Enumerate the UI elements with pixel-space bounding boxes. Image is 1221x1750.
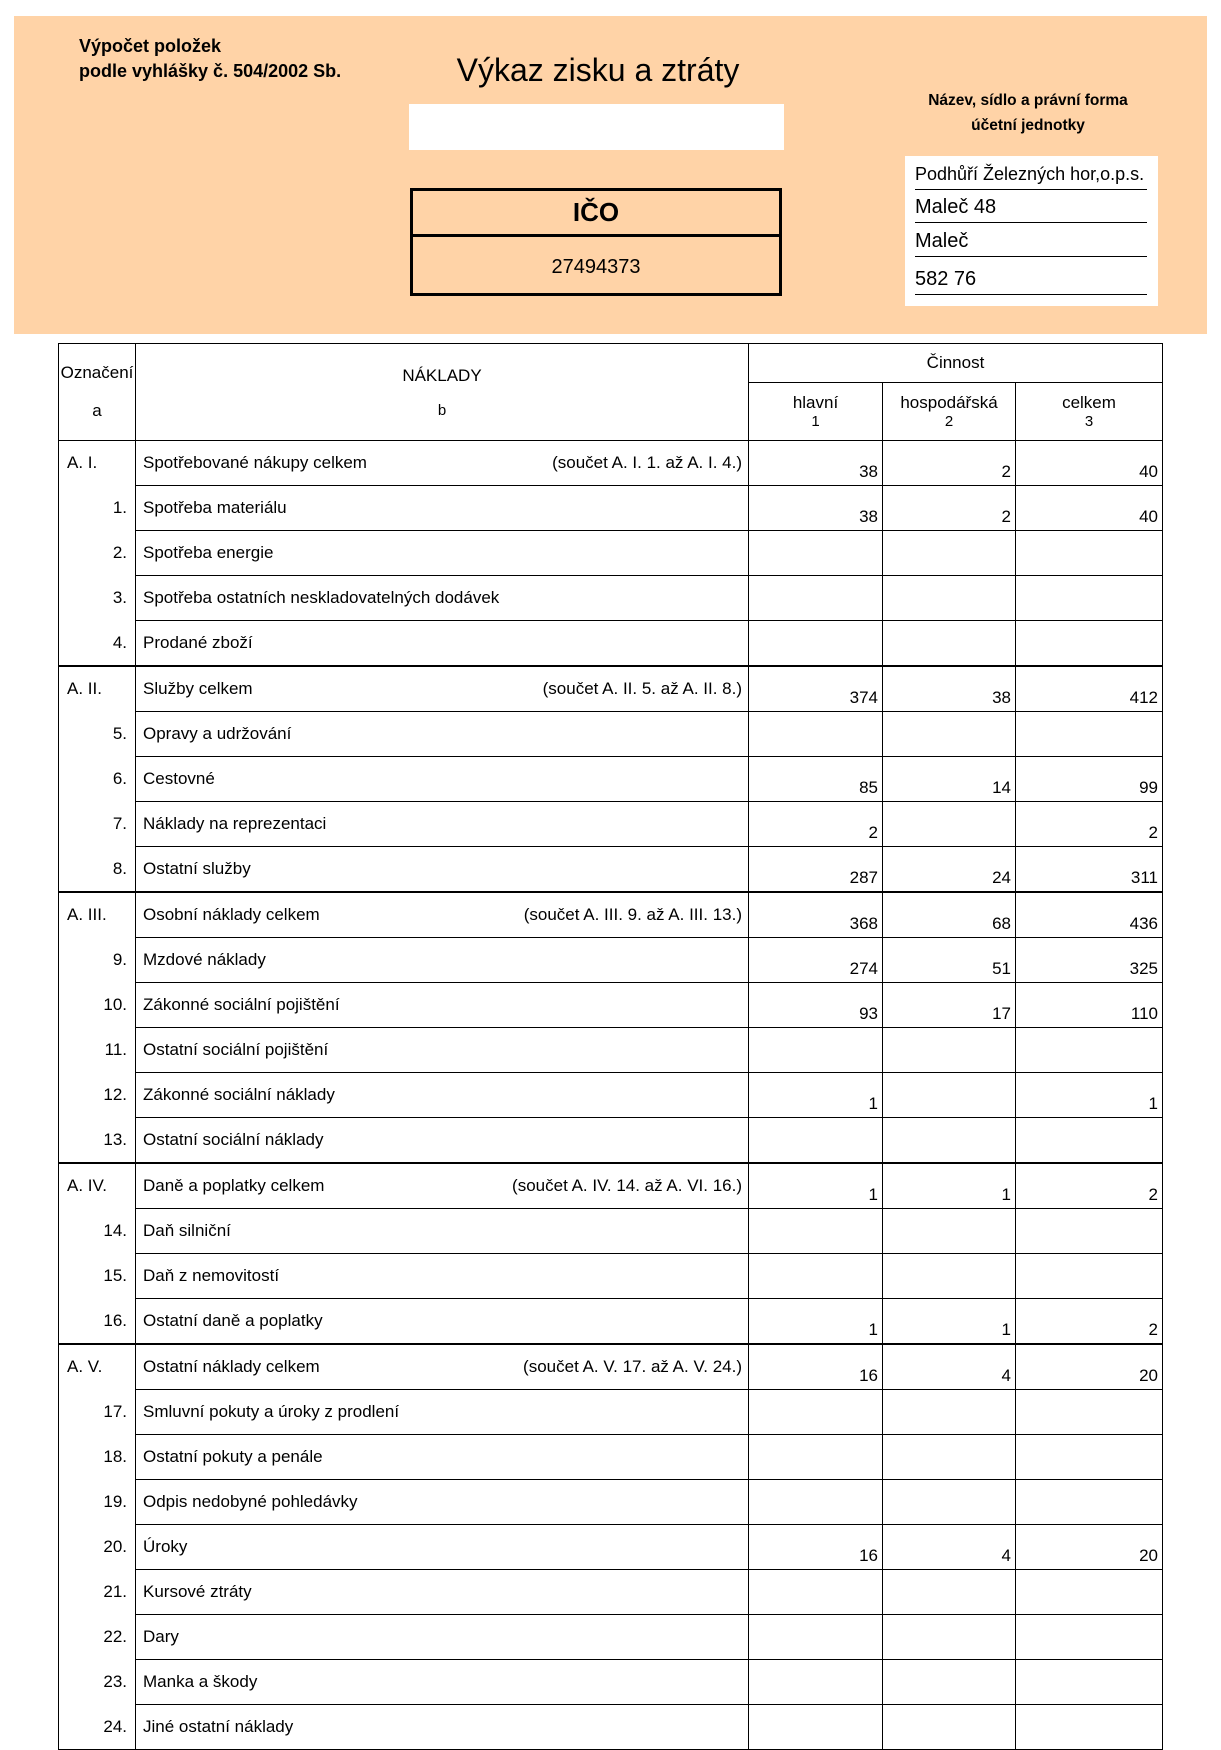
table-row <box>59 757 1163 802</box>
table-row <box>59 1209 1163 1254</box>
entity-caption-line1: Název, sídlo a právní forma <box>928 92 1128 109</box>
costs-table <box>58 343 1163 1750</box>
value-economic-activity <box>883 802 1016 847</box>
value-main-activity: 374 <box>749 666 883 712</box>
row-code: 1. <box>59 486 136 531</box>
row-label: Jiné ostatní náklady <box>143 1717 294 1736</box>
table-row <box>59 1435 1163 1480</box>
value-economic-activity: 1 <box>883 1163 1016 1209</box>
table-row <box>59 712 1163 757</box>
row-code: 21. <box>59 1570 136 1615</box>
table-row <box>59 1570 1163 1615</box>
value-economic-activity: 24 <box>883 847 1016 893</box>
row-label-cell <box>136 1163 749 1209</box>
value-main-activity <box>749 712 883 757</box>
row-code: A. V. <box>59 1344 136 1390</box>
calc-note <box>79 34 341 84</box>
col2-header <box>883 383 1016 441</box>
value-main-activity: 38 <box>749 441 883 486</box>
value-economic-activity: 68 <box>883 892 1016 938</box>
row-label: Ostatní náklady celkem <box>143 1357 320 1376</box>
costs-table-body <box>59 441 1163 1750</box>
row-label: Daň silniční <box>143 1221 231 1240</box>
value-main-activity <box>749 1118 883 1164</box>
value-economic-activity <box>883 1615 1016 1660</box>
value-main-activity <box>749 1705 883 1750</box>
entity-name: Podhůří Železných hor,o.p.s. <box>915 159 1147 190</box>
row-label: Opravy a udržování <box>143 724 292 743</box>
table-row <box>59 1615 1163 1660</box>
row-label: Ostatní sociální pojištění <box>143 1040 329 1059</box>
value-main-activity: 1 <box>749 1073 883 1118</box>
value-main-activity: 1 <box>749 1299 883 1345</box>
value-total: 412 <box>1016 666 1163 712</box>
table-row <box>59 531 1163 576</box>
row-code: 4. <box>59 621 136 667</box>
value-total <box>1016 1435 1163 1480</box>
value-total <box>1016 1705 1163 1750</box>
value-total: 110 <box>1016 983 1163 1028</box>
row-code: 19. <box>59 1480 136 1525</box>
entity-city: Maleč <box>915 226 1147 257</box>
row-sum-note: (součet A. III. 9. až A. III. 13.) <box>523 905 742 924</box>
row-label-cell <box>136 1435 749 1480</box>
table-row-group <box>59 666 1163 712</box>
value-economic-activity <box>883 621 1016 667</box>
row-label-cell <box>136 712 749 757</box>
col-code-title: Označení <box>60 363 134 382</box>
table-row <box>59 1028 1163 1073</box>
row-label: Kursové ztráty <box>143 1582 252 1601</box>
row-sum-note: (součet A. II. 5. až A. II. 8.) <box>542 679 742 698</box>
value-main-activity: 16 <box>749 1344 883 1390</box>
value-main-activity: 85 <box>749 757 883 802</box>
row-label: Prodané zboží <box>143 633 253 652</box>
row-label: Cestovné <box>143 769 215 788</box>
value-main-activity <box>749 1480 883 1525</box>
value-total: 311 <box>1016 847 1163 893</box>
value-total <box>1016 1209 1163 1254</box>
table-row <box>59 486 1163 531</box>
row-label-cell <box>136 1209 749 1254</box>
table-row <box>59 1073 1163 1118</box>
table-row <box>59 1705 1163 1750</box>
row-label: Odpis nedobyné pohledávky <box>143 1492 358 1511</box>
value-total <box>1016 1660 1163 1705</box>
row-label-cell <box>136 1254 749 1299</box>
table-row <box>59 1118 1163 1164</box>
entity-zip: 582 76 <box>915 264 1147 295</box>
value-main-activity <box>749 1660 883 1705</box>
value-total: 1 <box>1016 1073 1163 1118</box>
row-label: Manka a škody <box>143 1672 258 1691</box>
row-label-cell <box>136 802 749 847</box>
value-economic-activity <box>883 1480 1016 1525</box>
row-label-cell <box>136 983 749 1028</box>
row-label: Ostatní služby <box>143 859 251 878</box>
row-label-cell <box>136 531 749 576</box>
value-total <box>1016 1570 1163 1615</box>
value-total <box>1016 1480 1163 1525</box>
value-total: 436 <box>1016 892 1163 938</box>
value-economic-activity <box>883 531 1016 576</box>
row-code: 20. <box>59 1525 136 1570</box>
row-sum-note: (součet A. IV. 14. až A. VI. 16.) <box>512 1176 742 1195</box>
col-name-title: NÁKLADY <box>402 365 482 385</box>
row-sum-note: (součet A. V. 17. až A. V. 24.) <box>523 1357 742 1376</box>
row-label-cell <box>136 576 749 621</box>
value-main-activity: 16 <box>749 1525 883 1570</box>
value-main-activity <box>749 621 883 667</box>
value-main-activity <box>749 1254 883 1299</box>
value-economic-activity <box>883 712 1016 757</box>
value-main-activity <box>749 1028 883 1073</box>
col-code-header <box>59 344 136 441</box>
ico-box <box>410 188 782 296</box>
value-economic-activity: 4 <box>883 1344 1016 1390</box>
row-label: Spotřeba ostatních neskladovatelných dodávek <box>143 588 500 607</box>
value-main-activity <box>749 1209 883 1254</box>
row-code: 3. <box>59 576 136 621</box>
value-total: 40 <box>1016 441 1163 486</box>
value-total: 20 <box>1016 1344 1163 1390</box>
row-label-cell <box>136 486 749 531</box>
col3-title: celkem <box>1062 393 1116 412</box>
value-total: 20 <box>1016 1525 1163 1570</box>
value-total: 2 <box>1016 1299 1163 1345</box>
table-row <box>59 1660 1163 1705</box>
value-main-activity: 274 <box>749 938 883 983</box>
row-code: 23. <box>59 1660 136 1705</box>
value-total: 325 <box>1016 938 1163 983</box>
value-economic-activity <box>883 1254 1016 1299</box>
value-economic-activity <box>883 1028 1016 1073</box>
value-main-activity: 2 <box>749 802 883 847</box>
value-main-activity <box>749 576 883 621</box>
value-economic-activity <box>883 1660 1016 1705</box>
value-main-activity: 38 <box>749 486 883 531</box>
table-row <box>59 1525 1163 1570</box>
ico-label: IČO <box>413 191 779 237</box>
value-total <box>1016 621 1163 667</box>
value-main-activity <box>749 1615 883 1660</box>
row-label-cell <box>136 1525 749 1570</box>
row-code: A. I. <box>59 441 136 486</box>
value-total <box>1016 1254 1163 1299</box>
value-economic-activity <box>883 1073 1016 1118</box>
row-code: 14. <box>59 1209 136 1254</box>
row-code: A. IV. <box>59 1163 136 1209</box>
col-code-sub: a <box>92 401 102 420</box>
row-label: Mzdové náklady <box>143 950 266 969</box>
row-label-cell <box>136 847 749 893</box>
row-code: 6. <box>59 757 136 802</box>
value-economic-activity <box>883 1435 1016 1480</box>
value-total <box>1016 1615 1163 1660</box>
row-label-cell <box>136 1118 749 1164</box>
row-code: 8. <box>59 847 136 893</box>
row-code: 10. <box>59 983 136 1028</box>
row-code: 15. <box>59 1254 136 1299</box>
row-label: Úroky <box>143 1537 188 1556</box>
table-row-group <box>59 441 1163 486</box>
value-economic-activity <box>883 1390 1016 1435</box>
value-economic-activity <box>883 576 1016 621</box>
period-field[interactable] <box>409 104 784 150</box>
row-code: 9. <box>59 938 136 983</box>
ico-value: 27494373 <box>551 256 641 278</box>
row-code: 22. <box>59 1615 136 1660</box>
row-sum-note: (součet A. I. 1. až A. I. 4.) <box>552 453 742 472</box>
entity-street: Maleč 48 <box>915 192 1147 223</box>
value-economic-activity: 14 <box>883 757 1016 802</box>
row-label: Spotřeba energie <box>143 543 274 562</box>
value-main-activity <box>749 1390 883 1435</box>
row-code: A. II. <box>59 666 136 712</box>
value-total <box>1016 1390 1163 1435</box>
value-economic-activity: 38 <box>883 666 1016 712</box>
row-label-cell <box>136 1344 749 1390</box>
col1-sub: 1 <box>811 413 820 430</box>
table-row <box>59 1254 1163 1299</box>
table-row <box>59 621 1163 667</box>
row-label: Zákonné sociální pojištění <box>143 995 340 1014</box>
value-total <box>1016 1028 1163 1073</box>
value-economic-activity <box>883 1118 1016 1164</box>
table-row-group <box>59 1344 1163 1390</box>
report-title: Výkaz zisku a ztráty <box>456 52 740 88</box>
row-label-cell <box>136 1615 749 1660</box>
value-total: 99 <box>1016 757 1163 802</box>
row-label: Osobní náklady celkem <box>143 905 320 924</box>
value-economic-activity: 4 <box>883 1525 1016 1570</box>
row-label: Smluvní pokuty a úroky z prodlení <box>143 1402 400 1421</box>
value-total: 2 <box>1016 802 1163 847</box>
row-label-cell <box>136 1705 749 1750</box>
row-code: 17. <box>59 1390 136 1435</box>
row-label: Ostatní pokuty a penále <box>143 1447 323 1466</box>
entity-box <box>905 156 1158 306</box>
entity-caption <box>898 88 1158 138</box>
value-main-activity: 287 <box>749 847 883 893</box>
col3-sub: 3 <box>1084 413 1094 430</box>
table-row <box>59 847 1163 893</box>
row-code: 16. <box>59 1299 136 1345</box>
entity-caption-line2: účetní jednotky <box>971 117 1085 134</box>
row-label-cell <box>136 666 749 712</box>
row-code: 2. <box>59 531 136 576</box>
row-label-cell <box>136 1028 749 1073</box>
value-total <box>1016 531 1163 576</box>
value-economic-activity <box>883 1570 1016 1615</box>
calc-note-line1: Výpočet položek <box>79 36 222 56</box>
row-code: 18. <box>59 1435 136 1480</box>
col1-title: hlavní <box>792 393 839 412</box>
value-main-activity: 368 <box>749 892 883 938</box>
col1-header <box>749 383 883 441</box>
row-label: Ostatní daně a poplatky <box>143 1311 323 1330</box>
row-code: 12. <box>59 1073 136 1118</box>
table-row <box>59 1390 1163 1435</box>
row-label-cell <box>136 621 749 667</box>
table-row <box>59 576 1163 621</box>
table-row <box>59 802 1163 847</box>
row-code: 13. <box>59 1118 136 1164</box>
col-name-sub: b <box>437 401 447 419</box>
value-total: 2 <box>1016 1163 1163 1209</box>
value-economic-activity <box>883 1705 1016 1750</box>
value-main-activity <box>749 1570 883 1615</box>
row-label-cell <box>136 1480 749 1525</box>
row-label-cell <box>136 1390 749 1435</box>
value-economic-activity: 2 <box>883 486 1016 531</box>
value-main-activity <box>749 1435 883 1480</box>
col2-title: hospodářská <box>900 393 998 412</box>
table-row <box>59 1299 1163 1345</box>
value-economic-activity: 17 <box>883 983 1016 1028</box>
row-label-cell <box>136 1299 749 1345</box>
row-label-cell <box>136 892 749 938</box>
value-economic-activity: 1 <box>883 1299 1016 1345</box>
row-label-cell <box>136 1660 749 1705</box>
table-row-group <box>59 892 1163 938</box>
value-main-activity: 1 <box>749 1163 883 1209</box>
col3-header <box>1016 383 1163 441</box>
row-code: 5. <box>59 712 136 757</box>
row-label: Ostatní sociální náklady <box>143 1130 324 1149</box>
table-row <box>59 1480 1163 1525</box>
row-code: 24. <box>59 1705 136 1750</box>
row-label-cell <box>136 757 749 802</box>
value-total: 40 <box>1016 486 1163 531</box>
value-total <box>1016 576 1163 621</box>
table-row <box>59 938 1163 983</box>
value-economic-activity: 2 <box>883 441 1016 486</box>
value-main-activity: 93 <box>749 983 883 1028</box>
activity-header: Činnost <box>749 344 1163 383</box>
row-label: Spotřebované nákupy celkem <box>143 453 367 472</box>
row-label: Služby celkem <box>143 679 253 698</box>
value-economic-activity <box>883 1209 1016 1254</box>
row-label-cell <box>136 441 749 486</box>
row-label: Daně a poplatky celkem <box>143 1176 325 1195</box>
value-total <box>1016 712 1163 757</box>
table-row-group <box>59 1163 1163 1209</box>
value-main-activity <box>749 531 883 576</box>
row-label: Daň z nemovitostí <box>143 1266 280 1285</box>
calc-note-line2: podle vyhlášky č. 504/2002 Sb. <box>79 61 342 81</box>
row-label: Zákonné sociální náklady <box>143 1085 335 1104</box>
col2-sub: 2 <box>944 413 954 430</box>
table-row <box>59 983 1163 1028</box>
row-label: Náklady na reprezentaci <box>143 814 327 833</box>
value-economic-activity: 51 <box>883 938 1016 983</box>
row-code: A. III. <box>59 892 136 938</box>
row-label-cell <box>136 938 749 983</box>
row-label-cell <box>136 1073 749 1118</box>
row-code: 11. <box>59 1028 136 1073</box>
row-label: Spotřeba materiálu <box>143 498 287 517</box>
value-total <box>1016 1118 1163 1164</box>
row-label-cell <box>136 1570 749 1615</box>
row-label: Dary <box>143 1627 179 1646</box>
col-name-header <box>136 344 749 441</box>
row-code: 7. <box>59 802 136 847</box>
